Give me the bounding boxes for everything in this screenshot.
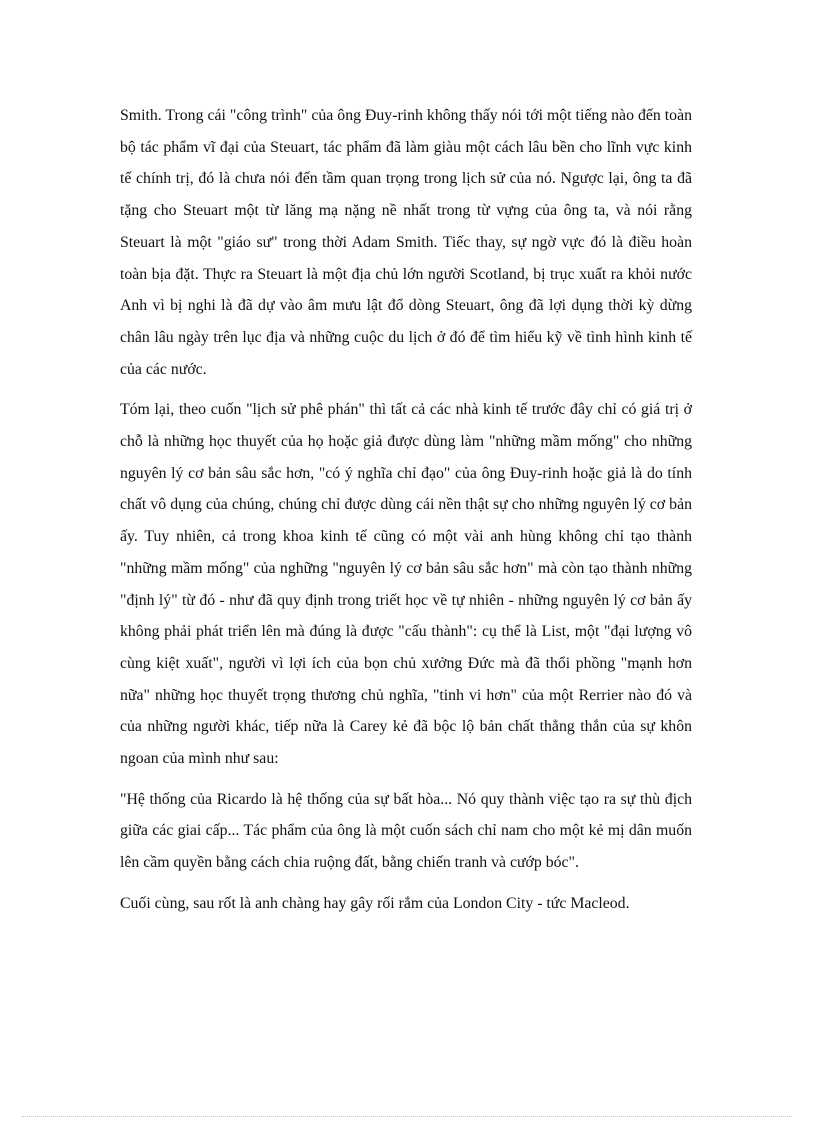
paragraph-4: Cuối cùng, sau rốt là anh chàng hay gây rối rắm của London City - tức Macleod. <box>120 894 630 912</box>
page-bottom-border <box>22 1116 792 1117</box>
paragraph-2: Tóm lại, theo cuốn "lịch sử phê phán" thì tất cả các nhà kinh tế trước đây chỉ có giá trị ở chỗ là những học thuyết của họ hoặc giả được dùng làm "những mầm mống" cho những nguyên lý cơ bản sâu sắc hơn, "có ý nghĩa chỉ đạo" của ông Đuy-rinh hoặc giả là do tính chất vô dụng của chúng, chúng chỉ được dùng cái nền thật sự cho những nguyên lý cơ bản ấy. Tuy nhiên, cả trong khoa kinh tế cũng có một vài anh hùng không chỉ tạo thành "những mầm mống" của nghững "nguyên lý cơ bản sâu sắc hơn" mà còn tạo thành những "định lý" từ đó - như đã quy định trong triết học về tự nhiên - những nguyên lý cơ bản ấy không phải phát triển lên mà đúng là được "cấu thành": cụ thể là List, một "đại lượng vô cùng kiệt xuất", người vì lợi ích của bọn chủ xưởng Đức mà đã thổi phồng "mạnh hơn nữa" những học thuyết trọng thương chủ nghĩa, "tinh vi hơn" của một Rerrier nào đó và của những người khác, tiếp nữa là Carey kẻ đã bộc lộ bản chất thẳng thắn của sự khôn ngoan của mình như sau: <box>120 401 692 768</box>
paragraph-3-quote: "Hệ thống của Ricardo là hệ thống của sự bất hòa... Nó quy thành việc tạo ra sự thù địch giữa các giai cấp... Tác phẩm của ông là một cuốn sách chỉ nam cho một kẻ mị dân muốn lên cầm quyền bằng cách chia ruộng đất, bằng chiến tranh và cướp bóc". <box>120 790 692 872</box>
paragraph-1: Smith. Trong cái "công trình" của ông Đuy-rinh không thấy nói tới một tiếng nào đến toàn bộ tác phẩm vĩ đại của Steuart, tác phẩm đã làm giàu một cách lâu bền cho lĩnh vực kinh tế chính trị, đó là chưa nói đến tầm quan trọng trong lịch sử của nó. Ngược lại, ông ta đã tặng cho Steuart một từ lăng mạ nặng nề nhất trong từ vựng của ông ta, và nói rằng Steuart là một "giáo sư" trong thời Adam Smith. Tiếc thay, sự ngờ vực đó là điều hoàn toàn bịa đặt. Thực ra Steuart là một địa chủ lớn người Scotland, bị trục xuất ra khỏi nước Anh vì bị nghi là đã dự vào âm mưu lật đổ dòng Steuart, ông đã lợi dụng thời kỳ dừng chân lâu ngày trên lục địa và những cuộc du lịch ở đó để tìm hiểu kỹ về tình hình kinh tế của các nước. <box>120 107 692 378</box>
body-text <box>120 100 692 920</box>
